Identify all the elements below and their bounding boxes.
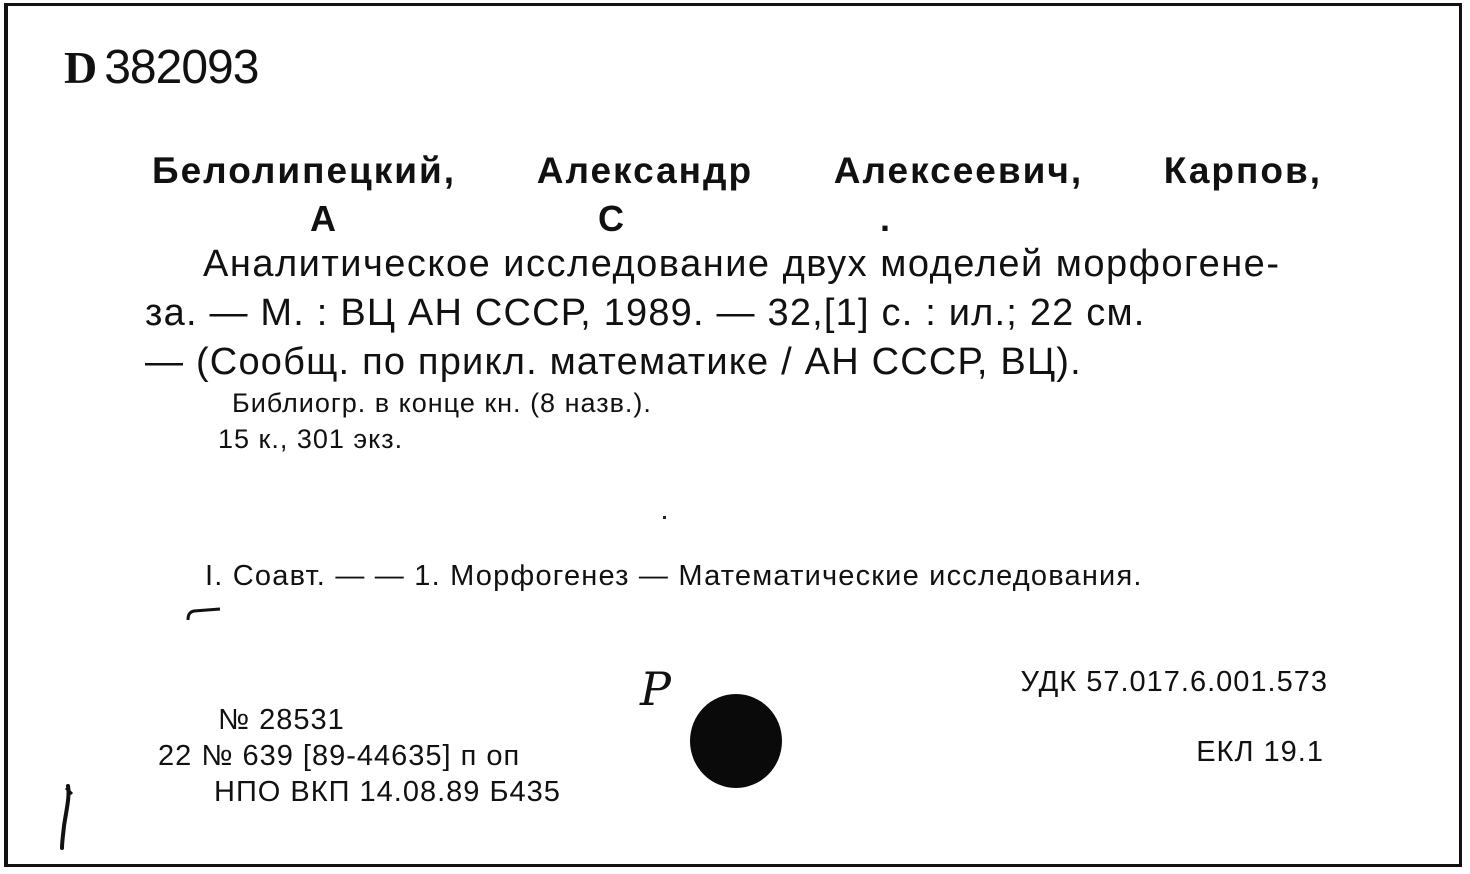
call-number-value: 382093 xyxy=(104,41,259,94)
call-number-prefix: D xyxy=(64,42,97,93)
bibliography-note: Библиогр. в конце кн. (8 назв.). xyxy=(232,388,652,418)
tick-mark-icon xyxy=(186,604,226,624)
udk-code: УДК 57.017.6.001.573 xyxy=(1020,666,1328,698)
accession-line-2: 22 № 639 [89-44635] п оп xyxy=(158,740,521,772)
coauthor-initial-1: А xyxy=(310,198,336,239)
handwritten-mark: P xyxy=(640,662,671,716)
accession-line-3: НПО ВКП 14.08.89 Б435 xyxy=(214,776,561,808)
subject-headings: I. Соавт. — — 1. Морфогенез — Математические исследования. xyxy=(205,560,1143,592)
ekl-code: ЕКЛ 19.1 xyxy=(1196,736,1324,768)
title-line-3: — (Сообщ. по прикл. математике / АН СССР, ВЦ). xyxy=(145,341,1082,383)
accession-line-1: № 28531 xyxy=(218,704,345,736)
title-line-1: Аналитическое исследование двух моделей морфогене- xyxy=(203,243,1281,285)
title-line-2: за. — М. : ВЦ АН СССР, 1989. — 32,[1] с. : ил.; 22 см. xyxy=(145,292,1146,334)
author-name: Александр xyxy=(536,150,754,191)
call-number xyxy=(64,40,258,95)
coauthor-initial-dot: . xyxy=(880,198,891,239)
title-description xyxy=(145,240,1335,387)
author-surname: Белолипецкий, xyxy=(152,150,457,191)
punch-hole-dot xyxy=(690,694,782,788)
handwritten-stroke-icon xyxy=(52,782,82,852)
coauthor-surname: Карпов, xyxy=(1163,150,1322,191)
stray-dot xyxy=(663,516,666,519)
price-note: 15 к., 301 экз. xyxy=(218,424,404,454)
author-heading xyxy=(152,150,1322,192)
author-patronymic: Алексеевич, xyxy=(833,150,1084,191)
coauthor-initial-2: С xyxy=(598,198,624,239)
